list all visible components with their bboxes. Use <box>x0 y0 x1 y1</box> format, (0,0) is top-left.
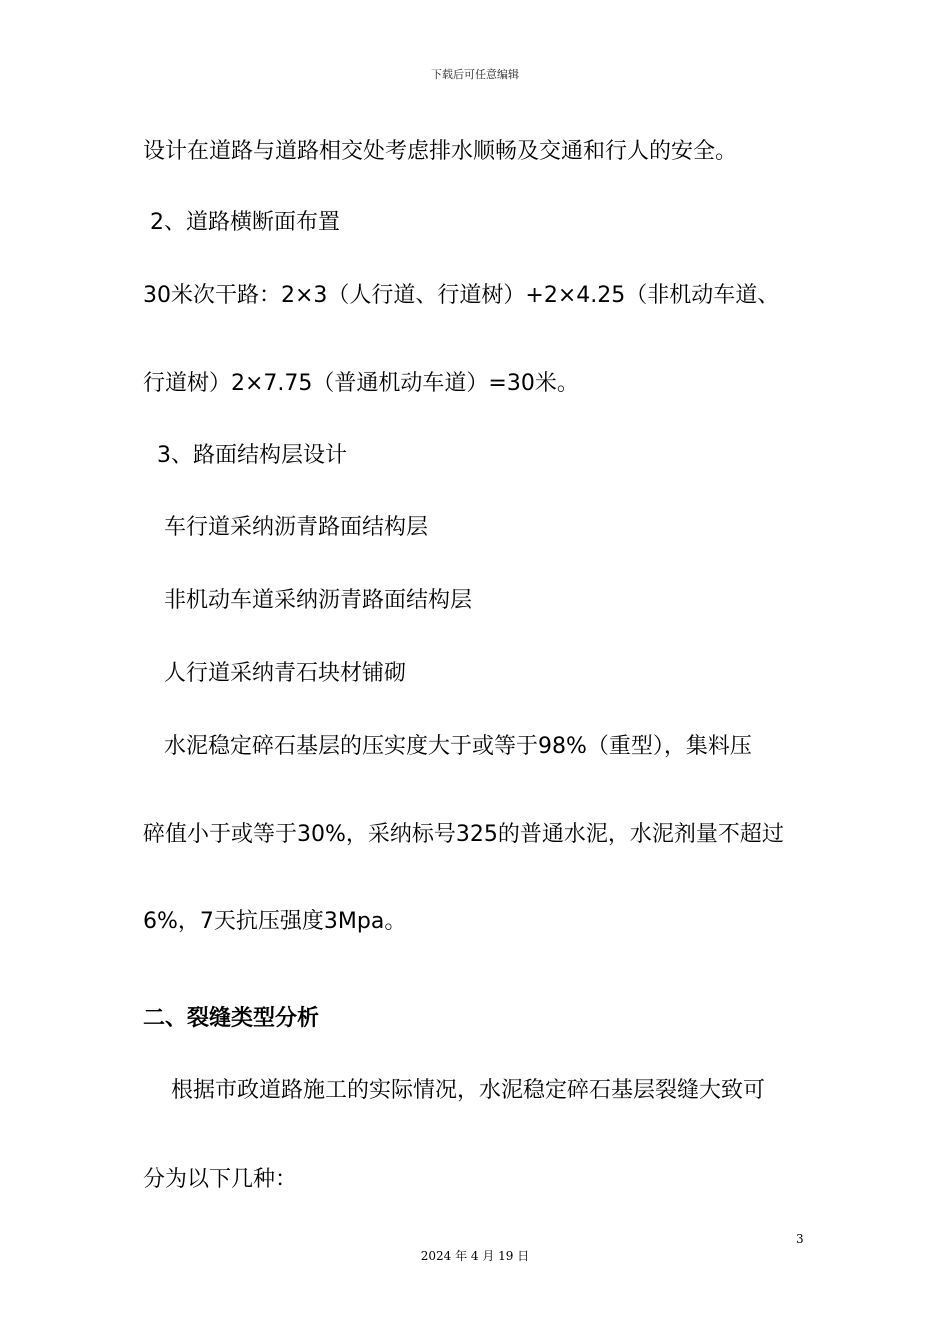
body-line: 行道树）2×7.75（普通机动车道）=30米。 <box>143 371 579 396</box>
body-line: 非机动车道采纳沥青路面结构层 <box>143 588 472 613</box>
body-line: 车行道采纳沥青路面结构层 <box>143 515 428 540</box>
body-line: 设计在道路与道路相交处考虑排水顺畅及交通和行人的安全。 <box>143 139 738 164</box>
subsection-heading: 3、路面结构层设计 <box>143 443 347 468</box>
body-line: 碎值小于或等于30%，采纳标号325的普通水泥，水泥剂量不超过 <box>143 822 784 847</box>
paragraph-line: 分为以下几种： <box>143 1167 298 1192</box>
paragraph-line: 根据市政道路施工的实际情况，水泥稳定碎石基层裂缝大致可 <box>143 1078 765 1103</box>
body-line: 人行道采纳青石块材铺砌 <box>143 661 406 686</box>
page-header: 下载后可任意编辑 <box>431 68 519 81</box>
page-footer-date: 2024 年 4 月 19 日 <box>420 1249 530 1263</box>
subsection-heading: 2、道路横断面布置 <box>143 210 340 235</box>
page-number: 3 <box>796 1232 804 1246</box>
body-line: 30米次干路：2×3（人行道、行道树）+2×4.25（非机动车道、 <box>143 283 780 308</box>
body-line: 6%，7天抗压强度3Mpa。 <box>143 909 407 934</box>
section-heading: 二、裂缝类型分析 <box>143 1006 320 1031</box>
body-line: 水泥稳定碎石基层的压实度大于或等于98%（重型），集料压 <box>143 734 752 759</box>
